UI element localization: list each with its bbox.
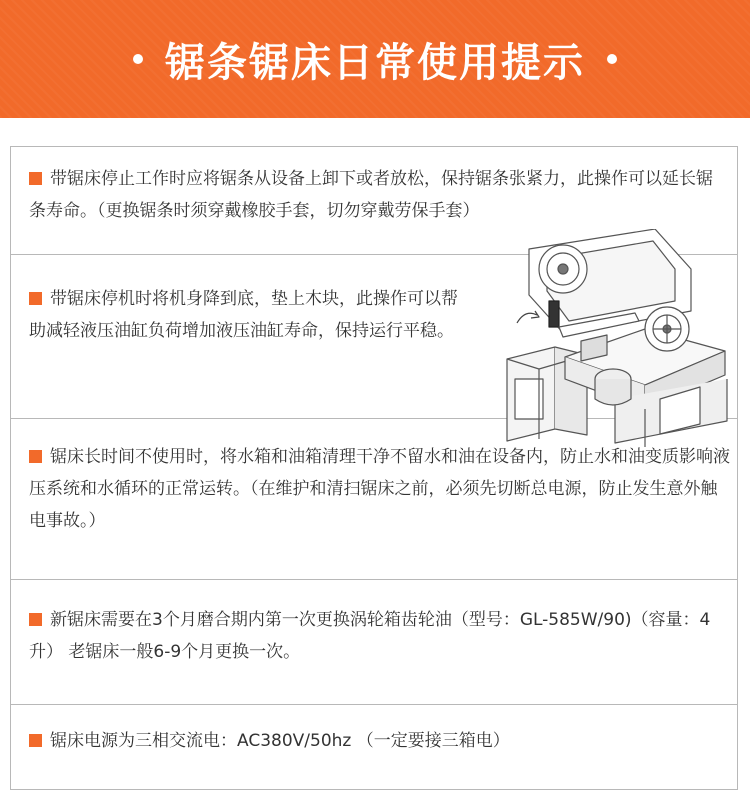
square-bullet-icon	[29, 734, 42, 747]
header-banner	[0, 0, 750, 118]
tip-section-5	[11, 705, 737, 790]
square-bullet-icon	[29, 292, 42, 305]
bullet-dot-right-icon	[607, 54, 617, 64]
tip-text-2: 带锯床停机时将机身降到底，垫上木块，此操作可以帮助减轻液压油缸负荷增加液压油缸寿命，保持运行平稳。	[29, 289, 458, 341]
square-bullet-icon	[29, 172, 42, 185]
bullet-dot-left-icon	[133, 54, 143, 64]
tip-text-4: 新锯床需要在3个月磨合期内第一次更换涡轮箱齿轮油（型号：GL-585W/90)（容量：4升） 老锯床一般6-9个月更换一次。	[29, 610, 711, 662]
tip-text-5: 锯床电源为三相交流电：AC380V/50hz （一定要接三箱电）	[29, 725, 729, 757]
tip-text-3: 锯床长时间不使用时，将水箱和油箱清理干净不留水和油在设备内，防止水和油变质影响液压系统和水循环的正常运转。（在维护和清扫锯床之前，必须先切断总电源，防止发生意外触电事故。）	[29, 447, 730, 531]
page-title: 锯条锯床日常使用提示	[165, 39, 585, 86]
band-saw-machine-illustration	[495, 229, 738, 449]
tips-panel	[10, 146, 738, 790]
square-bullet-icon	[29, 613, 42, 626]
tip-text-1: 带锯床停止工作时应将锯条从设备上卸下或者放松，保持锯条张紧力，此操作可以延长锯条寿命。（更换锯条时须穿戴橡胶手套，切勿穿戴劳保手套）	[29, 169, 713, 221]
square-bullet-icon	[29, 450, 42, 463]
tip-section-4	[11, 580, 737, 705]
